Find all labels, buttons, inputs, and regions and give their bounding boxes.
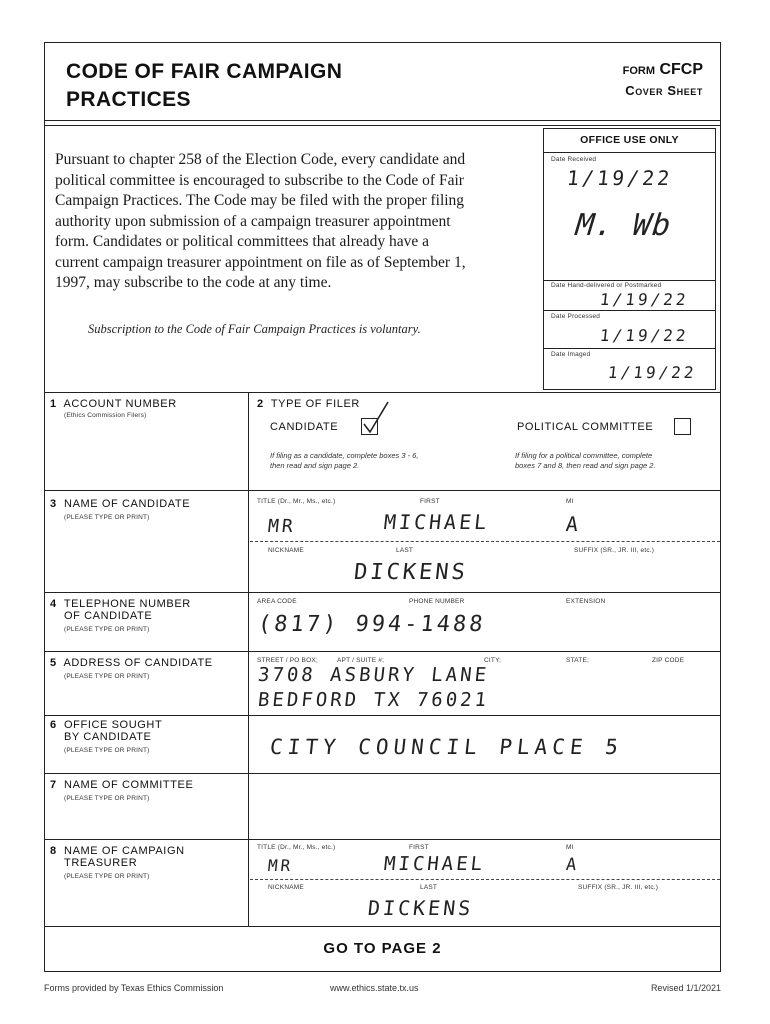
form-subtitle: Cover Sheet xyxy=(625,83,703,98)
address-sub: (PLEASE TYPE OR PRINT) xyxy=(64,673,150,680)
section-number: 8 xyxy=(50,845,57,857)
committee-option-label: POLITICAL COMMITTEE xyxy=(517,421,654,433)
treasurer-suffix-label: SUFFIX (SR., JR. III, etc.) xyxy=(578,884,659,891)
suffix-label: SUFFIX (SR., JR. III, etc.) xyxy=(574,547,655,554)
check-mark-icon xyxy=(358,398,394,438)
nickname-label: NICKNAME xyxy=(268,547,304,554)
section-3-label xyxy=(50,498,190,522)
telephone-sub: (PLEASE TYPE OR PRINT) xyxy=(64,626,150,633)
address-label: ADDRESS OF CANDIDATE xyxy=(63,657,213,669)
footer-provided-by: Forms provided by Texas Ethics Commission xyxy=(44,983,224,993)
form-title-line-2: PRACTICES xyxy=(66,88,191,111)
street-label: STREET / PO BOX; xyxy=(257,657,318,664)
office-use-divider xyxy=(543,280,716,281)
intro-line: 1997, may subscribe to the code at any time. xyxy=(55,274,332,291)
section-number: 2 xyxy=(257,398,264,410)
section-6-label xyxy=(50,719,162,755)
processed-label: Date Processed xyxy=(551,313,601,320)
office-use-divider xyxy=(543,348,716,349)
committee-instructions xyxy=(515,451,656,471)
form-title-line-1: CODE OF FAIR CAMPAIGN xyxy=(66,60,343,83)
header-rule xyxy=(44,120,721,121)
area-code-label: AREA CODE xyxy=(257,598,297,605)
treasurer-nickname-label: NICKNAME xyxy=(268,884,304,891)
treasurer-title-label: TITLE (Dr., Mr., Ms., etc.) xyxy=(257,844,336,851)
name-divider xyxy=(250,541,720,542)
treasurer-label-line-1: NAME OF CAMPAIGN xyxy=(64,845,185,857)
account-number-label: ACCOUNT NUMBER xyxy=(63,398,177,410)
title-label: TITLE (Dr., Mr., Ms., etc.) xyxy=(257,498,336,505)
section-number: 4 xyxy=(50,598,57,610)
apt-label: APT / SUITE #; xyxy=(337,657,385,664)
grid-line xyxy=(44,592,721,593)
telephone-label-line-1: TELEPHONE NUMBER xyxy=(63,598,191,610)
form-code-prefix: FORM xyxy=(622,65,655,77)
section-8-label xyxy=(50,845,185,881)
grid-line xyxy=(44,651,721,652)
committee-checkbox[interactable] xyxy=(674,418,691,435)
date-received-label: Date Received xyxy=(551,156,597,163)
section-number: 6 xyxy=(50,719,57,731)
telephone-label-line-2: OF CANDIDATE xyxy=(64,610,153,622)
section-7-label xyxy=(50,779,193,803)
section-2-label xyxy=(257,398,360,410)
treasurer-first-label: FIRST xyxy=(409,844,429,851)
treasurer-last-name-value[interactable]: DICKENS xyxy=(366,896,475,920)
section-number: 1 xyxy=(50,398,57,410)
treasurer-mi-label: MI xyxy=(566,844,574,851)
office-use-divider xyxy=(543,310,716,311)
section-4-label xyxy=(50,598,191,634)
processed-value: 1/19/22 xyxy=(599,326,690,345)
first-name-label: FIRST xyxy=(420,498,440,505)
grid-line xyxy=(44,926,721,927)
footer-revised: Revised 1/1/2021 xyxy=(650,983,721,993)
office-sought-label-line-1: OFFICE SOUGHT xyxy=(64,719,163,731)
account-number-sub: (Ethics Commission Filers) xyxy=(64,412,147,419)
committee-name-sub: (PLEASE TYPE OR PRINT) xyxy=(64,795,150,802)
grid-line xyxy=(44,715,721,716)
last-name-label: LAST xyxy=(396,547,414,554)
form-code: CFCP xyxy=(659,61,703,78)
candidate-note-line: then read and sign page 2. xyxy=(270,461,360,470)
intro-line: political committee is encouraged to subscribe to the Code of Fair xyxy=(55,171,464,189)
office-use-header: OFFICE USE ONLY xyxy=(580,134,679,146)
hand-delivered-value: 1/19/22 xyxy=(599,290,690,309)
treasurer-first-name-value[interactable]: MICHAEL xyxy=(382,853,487,875)
grid-line xyxy=(44,839,721,840)
grid-line xyxy=(44,392,721,393)
candidate-title-value[interactable]: MR xyxy=(266,516,297,537)
hand-delivered-label: Date Hand-delivered or Postmarked xyxy=(551,282,662,289)
office-sought-label-line-2: BY CANDIDATE xyxy=(64,731,152,743)
treasurer-label-line-2: TREASURER xyxy=(64,857,138,869)
grid-line xyxy=(44,490,721,491)
intro-line: Pursuant to chapter 258 of the Election Code, every candidate and xyxy=(55,151,466,168)
go-to-page-2: GO TO PAGE 2 xyxy=(323,940,442,957)
section-1-label xyxy=(50,398,177,420)
committee-note-line: If filing for a political committee, complete xyxy=(515,451,653,460)
grid-vertical xyxy=(248,392,249,926)
zip-label: ZIP CODE xyxy=(652,657,685,664)
account-number-field[interactable] xyxy=(50,430,242,484)
header-block xyxy=(44,42,721,120)
intro-line: Campaign Practices. The Code may be filed with the proper filing xyxy=(55,192,465,209)
phone-value[interactable]: (817) 994-1488 xyxy=(256,612,487,637)
treasurer-mi-value[interactable]: A xyxy=(564,855,581,875)
type-of-filer-label: TYPE OF FILER xyxy=(270,398,360,410)
form-code-block xyxy=(623,60,703,98)
name-of-candidate-sub: (PLEASE TYPE OR PRINT) xyxy=(64,514,150,521)
intro-line: authority upon submission of a campaign treasurer appointment xyxy=(55,212,451,230)
committee-name-label: NAME OF COMMITTEE xyxy=(64,779,194,791)
treasurer-sub: (PLEASE TYPE OR PRINT) xyxy=(64,873,150,880)
form-title xyxy=(66,58,342,114)
candidate-first-name-value[interactable]: MICHAEL xyxy=(382,510,491,534)
treasurer-last-label: LAST xyxy=(420,884,438,891)
candidate-mi-value[interactable]: A xyxy=(564,512,583,536)
office-sought-sub: (PLEASE TYPE OR PRINT) xyxy=(64,747,150,754)
state-label: STATE; xyxy=(566,657,589,664)
imaged-value: 1/19/22 xyxy=(607,363,698,382)
treasurer-title-value[interactable]: MR xyxy=(267,856,295,875)
committee-name-field[interactable] xyxy=(252,778,716,836)
received-initials: M. Wb xyxy=(574,208,674,243)
name-of-candidate-label: NAME OF CANDIDATE xyxy=(64,498,191,510)
intro-line: current campaign treasurer appointment on file as of September 1, xyxy=(55,253,466,271)
office-use-divider xyxy=(543,152,716,153)
section-5-label xyxy=(50,657,213,681)
address-line-2-value[interactable]: BEDFORD TX 76021 xyxy=(256,689,491,711)
section-number: 5 xyxy=(50,657,57,669)
form-code-line xyxy=(623,60,703,81)
footer-url: www.ethics.state.tx.us xyxy=(330,983,419,993)
office-sought-value[interactable]: CITY COUNCIL PLACE 5 xyxy=(268,735,625,759)
candidate-instructions xyxy=(270,451,418,471)
imaged-label: Date Imaged xyxy=(551,351,591,358)
phone-number-label: PHONE NUMBER xyxy=(409,598,465,605)
city-label: CITY; xyxy=(484,657,502,664)
intro-line: form. Candidates or political committees that already have a xyxy=(55,233,430,250)
treasurer-name-divider xyxy=(250,879,720,880)
section-number: 3 xyxy=(50,498,57,510)
mi-label: MI xyxy=(566,498,574,505)
candidate-option-label: CANDIDATE xyxy=(270,421,339,433)
section-number: 7 xyxy=(50,779,57,791)
voluntary-note: Subscription to the Code of Fair Campaign Practices is voluntary. xyxy=(88,322,421,336)
extension-label: EXTENSION xyxy=(566,598,606,605)
candidate-last-name-value[interactable]: DICKENS xyxy=(352,560,470,585)
grid-line xyxy=(44,773,721,774)
address-line-1-value[interactable]: 3708 ASBURY LANE xyxy=(256,664,491,686)
committee-note-line: boxes 7 and 8, then read and sign page 2. xyxy=(515,461,656,470)
date-received-value: 1/19/22 xyxy=(565,166,674,190)
header-rule-2 xyxy=(44,125,721,126)
intro-paragraph xyxy=(55,150,541,294)
candidate-note-line: If filing as a candidate, complete boxes 3 - 6, xyxy=(270,451,419,460)
